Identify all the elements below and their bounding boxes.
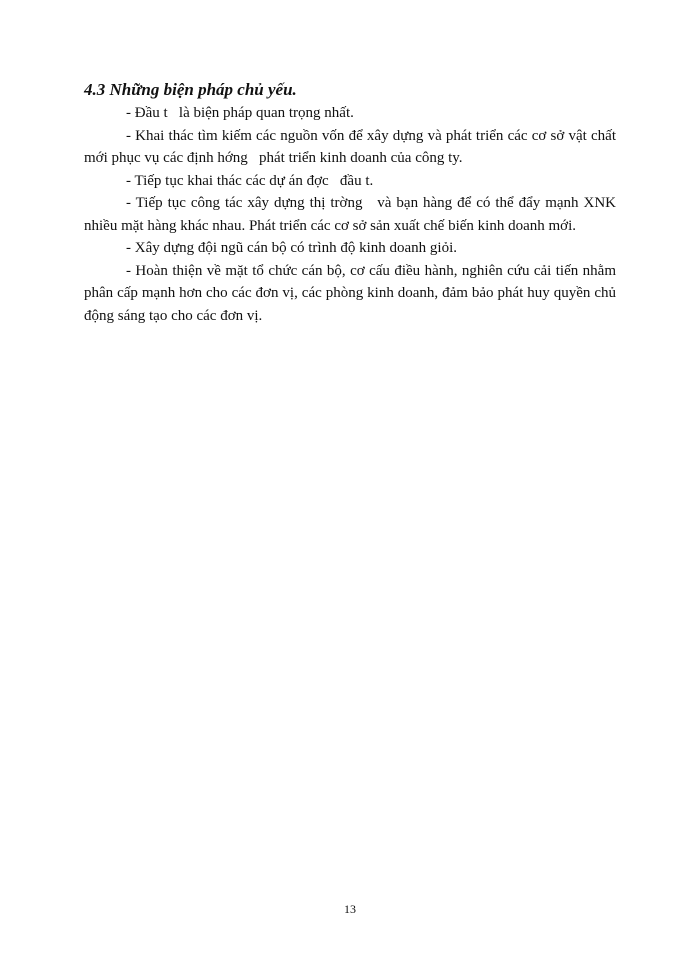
paragraph-5: - Xây dựng đội ngũ cán bộ có trình độ kinh doanh giỏi. bbox=[126, 240, 457, 256]
paragraph-4: - Tiếp tục công tác xây dựng thị trờng và bạn hàng để có thể đẩy mạnh XNK nhiều mặt hàng khác nhau. Phát triển các cơ sở sản xuất chế biến kinh doanh mới. bbox=[84, 195, 620, 234]
paragraph-3: - Tiếp tục khai thác các dự án đợc đầu t. bbox=[126, 172, 374, 189]
paragraph-1: - Đầu t là biện pháp quan trọng nhất. bbox=[126, 105, 354, 121]
page-number: 13 bbox=[344, 902, 356, 916]
paragraph-6: - Hoàn thiện về mặt tổ chức cán bộ, cơ cấu điều hành, nghiên cứu cải tiến nhằm phân cấp mạnh hơn cho các đơn vị, các phòng kinh doanh, đảm bảo phát huy quyền chủ động sáng tạo cho các đơn vị. bbox=[84, 262, 620, 324]
page-content bbox=[84, 78, 620, 327]
section-heading: 4.3 Những biện pháp chủ yếu. bbox=[84, 80, 297, 99]
paragraph-2: - Khai thác tìm kiếm các nguồn vốn để xây dựng và phát triển các cơ sở vật chất mới phục vụ các định hớng phát triển kinh doanh của công ty. bbox=[84, 127, 620, 166]
